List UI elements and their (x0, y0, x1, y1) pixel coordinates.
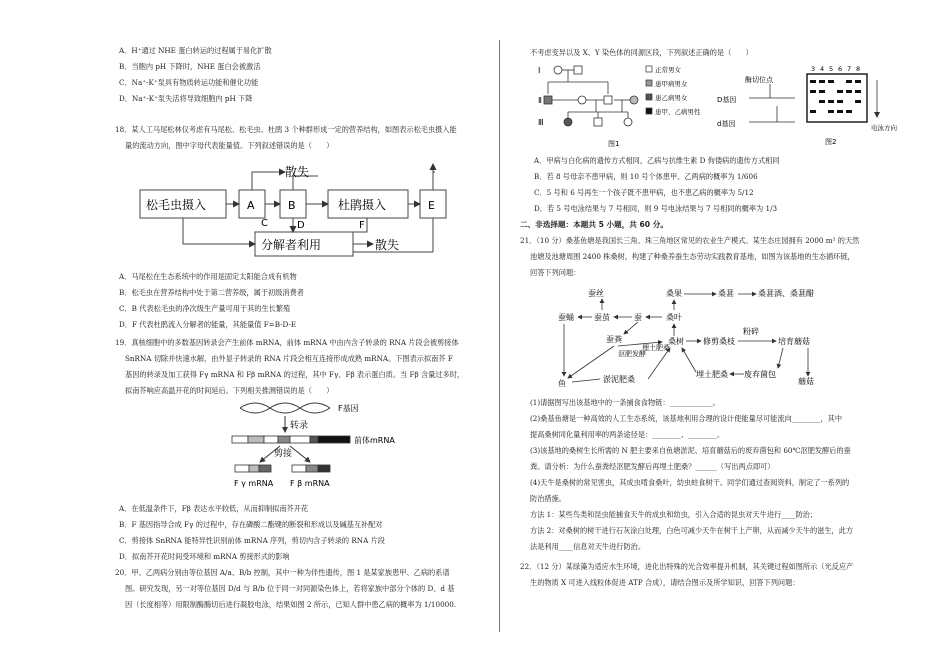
q19-stem-line1: 19．真核细胞中的多数基因转录会产生前体 mRNA，前体 mRNA 中由内含子转录的 RNA 片段会被剪接体 (115, 338, 459, 347)
q19-stem-line2: SnRNA 切除并快速水解，由外显子转录的 RNA 片段会相互连接形成成熟 mRNA。下图表示拟南芥 F (125, 354, 453, 363)
fb-mrna-bar (292, 465, 330, 472)
intake-label: 松毛虫摄入 (146, 198, 207, 212)
q19-splicing-diagram (230, 398, 430, 493)
burymanure2-node: 埋土肥桑 (696, 370, 728, 379)
label-d: D (297, 220, 305, 231)
waste-node: 废弃菌包 (744, 370, 776, 379)
fruit-node: 桑果 (666, 289, 682, 298)
gel-figure (715, 58, 900, 150)
lane-4: 4 (820, 65, 825, 73)
legend-normal: 正常男女 (655, 66, 681, 74)
q21-body-7: 防治措施。 (530, 494, 566, 503)
leaf-node: 桑叶 (666, 313, 682, 322)
q21-body-4: (3)该基地的桑树生长所需的 N 肥主要来自鱼塘淤泥、培育蘑菇后的废弃菌包和 60℃沤肥发酵后的蚕 (530, 446, 851, 455)
q19-option-c: C．剪接体 SnRNA 能特异性识别前体 mRNA 序列，剪切内含子转录的 RNA 片段 (119, 536, 385, 545)
fish-node: 鱼 (558, 379, 566, 388)
gen-2: Ⅱ (538, 96, 542, 105)
fg-mrna-label: F γ mRNA (234, 479, 274, 488)
cuckoo-label: 杜鹃摄入 (338, 198, 387, 212)
q17-option-d: D．Na⁺-K⁺泵失活将导致细胞内 pH 下降 (119, 94, 253, 103)
q21-body-8: 方法 1：某些鸟类和昆虫能捕食天牛的成虫和幼虫，引入合适的昆虫对天牛进行____防治； (530, 510, 818, 519)
pedigree-legend (646, 65, 701, 116)
pedigree-figure (538, 60, 708, 150)
q17-option-c: C．Na⁺-K⁺泵具有物质转运功能和催化功能 (119, 78, 259, 87)
q21-stem-line3: 回答下列问题： (530, 268, 581, 277)
loss-label-2: 散失 (375, 238, 400, 252)
q20-stem-line3: 因（长度相等）用限制酶酶切后进行凝胶电泳，结果如图 2 所示，已知人群中患乙病的概率为 1/10000. (125, 600, 457, 609)
mushroom-node: 蘑菇 (798, 377, 814, 386)
q18-option-b: B．松毛虫在营养结构中处于第二营养级，属于初级消费者 (119, 288, 304, 297)
q21-body-6: (4)天牛是桑树的常见害虫，其成虫啃食桑叶，幼虫蛀食树干。同学们通过查阅资料，制定了一系列的 (530, 478, 850, 487)
q19-option-a: A．在低温条件下，Fβ 表达水平较低，从而抑制拟南芥开花 (119, 504, 309, 513)
q21-stem-line2: 池塘及池塘周围 2400 株桑树，构建了种桑养蚕生态劳动实践教育基地，如图为该基地的生态循环链， (530, 252, 855, 261)
lane-5: 5 (829, 65, 834, 73)
legend-disease-a: 患甲病男女 (655, 80, 688, 88)
fb-mrna-label: F β mRNA (290, 479, 330, 488)
q21-body-3: 提高桑树同化量利用率的两条途径是：________、________。 (530, 430, 725, 439)
d-gene-lower-label: d基因 (717, 120, 736, 128)
q18-stem-line2: 量的流动方向，图中字母代表能量值。下列叙述错误的是（ ） (125, 141, 334, 150)
tree-node: 桑树 (668, 337, 684, 346)
section-2-heading: 二、非选择题：本题共 5 小题，共 60 分。 (520, 220, 668, 229)
individual-1 (554, 66, 562, 74)
q21-body-5: 粪。请分析：为什么蚕粪经沤肥发酵后再埋土肥桑？______（写出两点即可） (530, 462, 775, 471)
q20-option-a: A．甲病与白化病的遗传方式相同，乙病与抗维生素 D 佝偻病的遗传方式相同 (534, 156, 780, 165)
fg-mrna-bar (235, 465, 271, 472)
q20-stem-cont: 不考虑变异以及 X、Y 染色体的同源区段，下列叙述正确的是（ ） (530, 48, 753, 57)
q21-body-2: (2)桑基鱼塘是一种高效的人工生态系统，该基地利用合理的设计使能量尽可能流向________，其中 (530, 414, 843, 423)
individual-2 (574, 66, 582, 74)
label-e: E (428, 199, 435, 212)
q19-option-d: D．拟南芥开花时间受环境和 mRNA 剪接形式的影响 (119, 552, 290, 561)
fig2-caption: 图2 (825, 138, 837, 146)
dung-node: 蚕粪 (606, 335, 622, 344)
q20-stem-line1: 20．甲、乙两病分别由等位基因 A/a、B/b 控制，其中一种为伴性遗传，图 1 是某家族患甲、乙病的系谱 (115, 568, 450, 577)
lane-3: 3 (811, 65, 816, 73)
individual-6 (630, 96, 638, 104)
decomposer-label: 分解者利用 (261, 238, 322, 252)
q18-stem-line1: 18．某人工马尾松林仅考虑有马尾松、松毛虫、杜鹃 3 个种群形成一定的营养结构，如图表示松毛虫摄入能 (115, 125, 457, 134)
column-divider (499, 40, 500, 632)
direction-label: 电泳方向 (871, 124, 897, 132)
individual-3 (544, 96, 552, 104)
q21-body-1: (1)请据图写出该基地中的一条捕食食物链：____________。 (530, 398, 720, 407)
transcribe-label: 转录 (290, 421, 309, 431)
q17-option-a: A．H⁺通过 NHE 蛋白转运的过程属于易化扩散 (119, 46, 272, 55)
d-gene-upper-label: D基因 (717, 96, 737, 104)
gen-3: Ⅲ (538, 118, 544, 127)
q21-ecocycle-diagram (558, 284, 858, 394)
pre-mrna-bar (232, 436, 350, 443)
mushroom-cult-node: 培育蘑菇 (778, 337, 810, 346)
label-a: A (247, 199, 255, 212)
q18-energy-flow-diagram (135, 152, 485, 262)
silkworm-node: 蚕 (634, 313, 642, 322)
q19-stem-line4: 拟南芥响应高温开花的时间延后。下列相关推测错误的是（ ） (125, 386, 334, 395)
lane-7: 7 (847, 65, 852, 73)
pupa-node: 蚕蛹 (558, 313, 574, 322)
gen-1: Ⅰ (538, 66, 541, 75)
q21-body-9: 方法 2：对桑树的树干进行石灰涂白处理，白色可减少天牛在树干上产卵，从而减少天牛的滋生，此方 (530, 526, 854, 535)
cocoon-node: 蚕茧 (594, 313, 610, 322)
label-b: B (288, 199, 296, 212)
q21-stem-line1: 21．（10 分）桑基鱼塘是我国长三角、珠三角地区常见的农业生产模式。某生态庄园拥有 2000 m² 的天然 (520, 236, 860, 245)
individual-9 (624, 118, 632, 126)
prune-node: 修剪桑枝 (703, 337, 735, 346)
lane-8: 8 (856, 65, 861, 73)
q20-option-d: D．若 5 号电泳结果与 7 号相同，则 9 号电泳结果与 7 号相同的概率为 1/3 (534, 204, 778, 213)
fig1-caption: 图1 (608, 140, 620, 148)
q18-option-a: A．马尾松在生态系统中的作用是固定太阳能合成有机物 (119, 272, 297, 281)
legend-disease-ab: 患甲、乙病男性 (655, 108, 701, 116)
label-c: C (261, 218, 268, 229)
q22-stem-line2: 生的物质 X 可进入线粒体促进 ATP 合成），请结合图示及所学知识，回答下列问题： (530, 578, 800, 587)
gene-label: F基因 (338, 404, 359, 413)
q22-stem-line1: 22．（12 分）某绿藻为适应水生环境，进化出特殊的光合效率提升机制，其关键过程如图所示（光反应产 (520, 562, 854, 571)
loss-label-1: 散失 (285, 165, 310, 179)
splice-label: 剪接 (274, 449, 293, 459)
q20-stem-line2: 图。研究发现，另一对等位基因 D/d 与 B/b 位于同一对同源染色体上，若将家族中部分个体的 D、d 基 (125, 584, 455, 593)
enzyme-site-label: 酶切位点 (745, 76, 773, 84)
pondmud-node: 淤泥肥桑 (603, 375, 635, 384)
pre-mrna-label: 前体mRNA (354, 436, 395, 445)
lane-6: 6 (838, 65, 843, 73)
ferment-node: 沤肥发酵 (618, 350, 646, 358)
q18-option-d: D．F 代表杜鹃流入分解者的能量，其能量值 F=B-D-E (119, 320, 297, 329)
q19-option-b: B．F 基因指导合成 Fγ 的过程中，存在磷酸二酯键的断裂和形成以及碱基互补配对 (119, 520, 383, 529)
q20-option-b: B．若 8 号母亲不患甲病，则 10 号个体患甲、乙两病的概率为 1/606 (534, 172, 758, 181)
individual-4 (578, 96, 586, 104)
legend-disease-b: 患乙病男女 (655, 94, 688, 102)
q20-option-c: C．5 号和 6 号再生一个孩子既不患甲病，也不患乙病的概率为 5/12 (534, 188, 754, 197)
mulberry-node: 桑葚 (718, 289, 734, 298)
individual-8 (594, 118, 602, 126)
individual-5 (604, 96, 612, 104)
gel-lane-labels (811, 65, 860, 73)
individual-7 (564, 118, 572, 126)
silk-node: 蚕丝 (588, 289, 604, 298)
crush-node: 粉碎 (743, 327, 759, 336)
q21-body-10: 法是利用____信息对天牛进行防治。 (530, 542, 646, 551)
q17-option-b: B．当胞内 pH 下降时，NHE 蛋白会被激活 (119, 62, 261, 71)
q18-option-c: C．B 代表松毛虫的净次级生产量可用于其的生长繁殖 (119, 304, 291, 313)
q19-stem-line3: 基因的转录及加工获得 Fγ mRNA 和 Fβ mRNA 的过程，其中 Fγ、Fβ 表示蛋白质。当 Fβ 含量过多时， (125, 370, 465, 379)
burymanure-node: 埋土肥桑 (642, 344, 670, 352)
products-node: 桑葚酒、桑葚醋 (758, 289, 814, 298)
label-f: F (359, 220, 365, 231)
